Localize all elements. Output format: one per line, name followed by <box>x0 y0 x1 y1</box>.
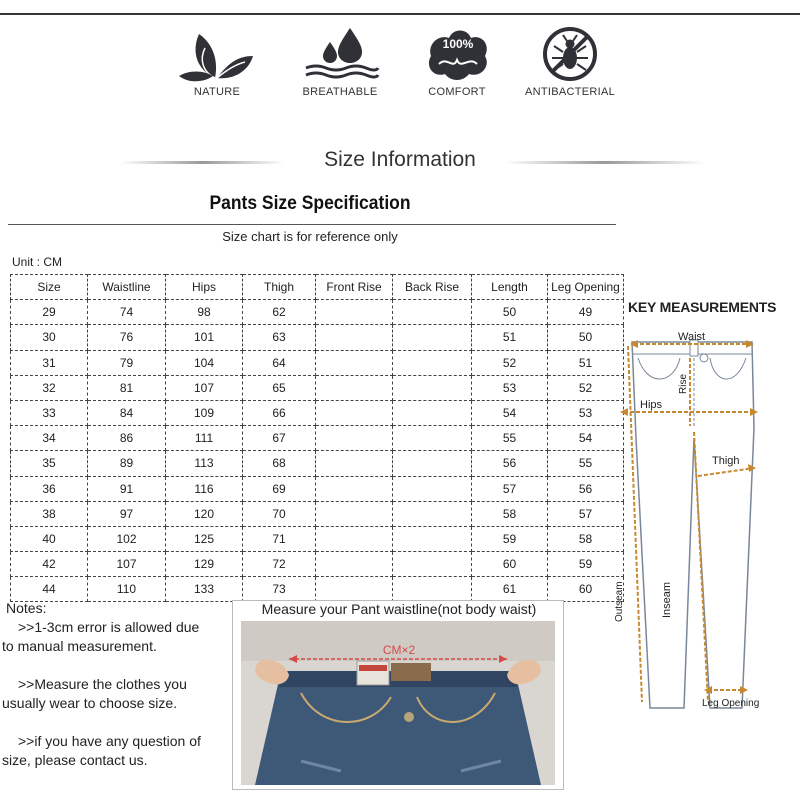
table-cell: 86 <box>88 426 166 451</box>
spec-subtitle: Size chart is for reference only <box>222 229 398 244</box>
table-cell: 49 <box>548 300 624 325</box>
table-cell: 129 <box>166 552 243 577</box>
table-cell: 107 <box>166 375 243 400</box>
note-line-1: >>1-3cm error is allowed due <box>18 619 200 635</box>
table-cell <box>393 476 472 501</box>
table-cell: 101 <box>166 325 243 350</box>
table-cell: 33 <box>11 400 88 425</box>
table-cell: 104 <box>166 350 243 375</box>
table-cell: 109 <box>166 400 243 425</box>
note-line-3: >>Measure the clothes you <box>18 676 187 692</box>
table-cell <box>393 325 472 350</box>
table-row <box>11 400 624 425</box>
table-cell: 91 <box>88 476 166 501</box>
feature-breathable <box>280 26 400 98</box>
table-row <box>11 426 624 451</box>
table-cell: 57 <box>548 501 624 526</box>
top-rule <box>0 13 800 15</box>
table-row <box>11 526 624 551</box>
table-cell: 36 <box>11 476 88 501</box>
key-measurements-diagram <box>614 318 800 718</box>
km-inseam-label: Inseam <box>661 581 673 618</box>
table-cell <box>316 526 393 551</box>
table-cell: 79 <box>88 350 166 375</box>
spec-rule <box>8 224 616 225</box>
note-line-5: >>if you have any question of <box>18 733 201 749</box>
table-cell: 74 <box>88 300 166 325</box>
feature-label-antibacterial: ANTIBACTERIAL <box>524 86 616 98</box>
table-cell: 84 <box>88 400 166 425</box>
feature-antibacterial <box>510 26 630 98</box>
header-front-rise: Front Rise <box>316 275 393 300</box>
no-bug-icon <box>530 26 610 82</box>
table-cell <box>393 552 472 577</box>
table-row <box>11 375 624 400</box>
table-cell: 69 <box>243 476 316 501</box>
comfort-badge-text: 100% <box>442 37 474 51</box>
table-cell: 61 <box>472 577 548 602</box>
table-cell <box>393 577 472 602</box>
header-hips: Hips <box>166 275 243 300</box>
table-cell: 51 <box>472 325 548 350</box>
table-cell: 56 <box>472 451 548 476</box>
table-cell: 54 <box>472 400 548 425</box>
table-cell: 67 <box>243 426 316 451</box>
table-cell <box>316 300 393 325</box>
table-cell <box>316 476 393 501</box>
table-cell: 57 <box>472 476 548 501</box>
table-row <box>11 451 624 476</box>
note-line-2: to manual measurement. <box>2 638 157 654</box>
table-row <box>11 325 624 350</box>
unit-label: Unit : CM <box>12 255 63 269</box>
table-row <box>11 300 624 325</box>
table-cell: 120 <box>166 501 243 526</box>
table-cell <box>393 426 472 451</box>
table-cell <box>316 375 393 400</box>
table-cell: 60 <box>548 577 624 602</box>
header-size: Size <box>11 275 88 300</box>
table-cell: 66 <box>243 400 316 425</box>
table-cell: 71 <box>243 526 316 551</box>
table-cell <box>393 300 472 325</box>
table-cell: 52 <box>548 375 624 400</box>
km-rise-label: Rise <box>678 373 689 394</box>
table-cell: 125 <box>166 526 243 551</box>
jeans-waist-photo <box>241 621 555 785</box>
table-row <box>11 501 624 526</box>
table-cell <box>393 451 472 476</box>
table-cell: 50 <box>472 300 548 325</box>
table-cell <box>393 501 472 526</box>
km-hips-label: Hips <box>640 399 663 411</box>
cotton-100-icon <box>417 26 497 82</box>
table-cell: 102 <box>88 526 166 551</box>
table-cell: 55 <box>472 426 548 451</box>
note-line-4: usually wear to choose size. <box>2 695 178 711</box>
table-row <box>11 350 624 375</box>
table-cell: 72 <box>243 552 316 577</box>
km-leg-opening-label: Leg Opening <box>702 698 760 709</box>
table-cell: 44 <box>11 577 88 602</box>
size-table <box>10 274 624 602</box>
feature-label-nature: NATURE <box>193 86 241 98</box>
table-row <box>11 476 624 501</box>
table-cell: 133 <box>166 577 243 602</box>
table-cell <box>316 577 393 602</box>
title-line-right <box>505 161 705 164</box>
measure-label: CM×2 <box>382 643 416 657</box>
table-cell: 58 <box>548 526 624 551</box>
table-cell: 32 <box>11 375 88 400</box>
table-cell <box>316 325 393 350</box>
table-cell: 59 <box>548 552 624 577</box>
table-cell <box>393 350 472 375</box>
feature-label-comfort: COMFORT <box>428 86 486 98</box>
table-cell <box>393 526 472 551</box>
table-cell <box>393 375 472 400</box>
table-cell: 40 <box>11 526 88 551</box>
feature-comfort <box>397 26 517 98</box>
table-cell: 53 <box>548 400 624 425</box>
header-back-rise: Back Rise <box>393 275 472 300</box>
table-cell: 62 <box>243 300 316 325</box>
table-cell <box>316 552 393 577</box>
header-leg-opening: Leg Opening <box>548 275 624 300</box>
km-waist-label: Waist <box>678 331 706 343</box>
table-cell: 63 <box>243 325 316 350</box>
table-row <box>11 552 624 577</box>
leaves-icon <box>177 26 257 82</box>
table-cell <box>316 350 393 375</box>
waistline-photo-panel <box>232 600 564 790</box>
table-cell: 98 <box>166 300 243 325</box>
table-cell: 73 <box>243 577 316 602</box>
table-cell: 35 <box>11 451 88 476</box>
table-cell: 113 <box>166 451 243 476</box>
key-measurements-title: KEY MEASUREMENTS <box>628 299 777 315</box>
table-row <box>11 577 624 602</box>
table-cell <box>316 501 393 526</box>
table-cell: 64 <box>243 350 316 375</box>
table-cell: 107 <box>88 552 166 577</box>
table-cell: 110 <box>88 577 166 602</box>
table-cell: 116 <box>166 476 243 501</box>
section-title: Size Information <box>324 148 476 171</box>
table-cell: 34 <box>11 426 88 451</box>
header-waistline: Waistline <box>88 275 166 300</box>
table-cell <box>316 426 393 451</box>
table-header-row <box>11 275 624 300</box>
table-cell: 55 <box>548 451 624 476</box>
table-body <box>11 300 624 602</box>
table-cell: 58 <box>472 501 548 526</box>
table-cell <box>316 400 393 425</box>
note-line-6: size, please contact us. <box>2 752 148 768</box>
table-cell: 89 <box>88 451 166 476</box>
notes-title: Notes: <box>6 600 47 616</box>
table-cell <box>316 451 393 476</box>
table-cell: 51 <box>548 350 624 375</box>
table-cell: 29 <box>11 300 88 325</box>
table-cell: 60 <box>472 552 548 577</box>
table-cell <box>393 400 472 425</box>
table-cell: 53 <box>472 375 548 400</box>
table-cell: 59 <box>472 526 548 551</box>
table-cell: 97 <box>88 501 166 526</box>
table-cell: 30 <box>11 325 88 350</box>
table-cell: 54 <box>548 426 624 451</box>
feature-label-breathable: BREATHABLE <box>302 86 378 98</box>
table-cell: 50 <box>548 325 624 350</box>
table-cell: 38 <box>11 501 88 526</box>
header-thigh: Thigh <box>243 275 316 300</box>
spec-title: Pants Size Specification <box>209 193 411 214</box>
table-cell: 52 <box>472 350 548 375</box>
table-cell: 111 <box>166 426 243 451</box>
table-cell: 81 <box>88 375 166 400</box>
table-cell: 42 <box>11 552 88 577</box>
header-length: Length <box>472 275 548 300</box>
table-cell: 70 <box>243 501 316 526</box>
km-outseam-label: Outseam <box>614 581 625 622</box>
table-cell: 68 <box>243 451 316 476</box>
table-cell: 56 <box>548 476 624 501</box>
table-cell: 31 <box>11 350 88 375</box>
feature-nature <box>157 26 277 98</box>
table-cell: 76 <box>88 325 166 350</box>
photo-caption: Measure your Pant waistline(not body waist) <box>261 601 537 617</box>
km-thigh-label: Thigh <box>712 455 740 467</box>
table-cell: 65 <box>243 375 316 400</box>
notes <box>0 600 228 790</box>
water-drops-icon <box>300 26 380 82</box>
